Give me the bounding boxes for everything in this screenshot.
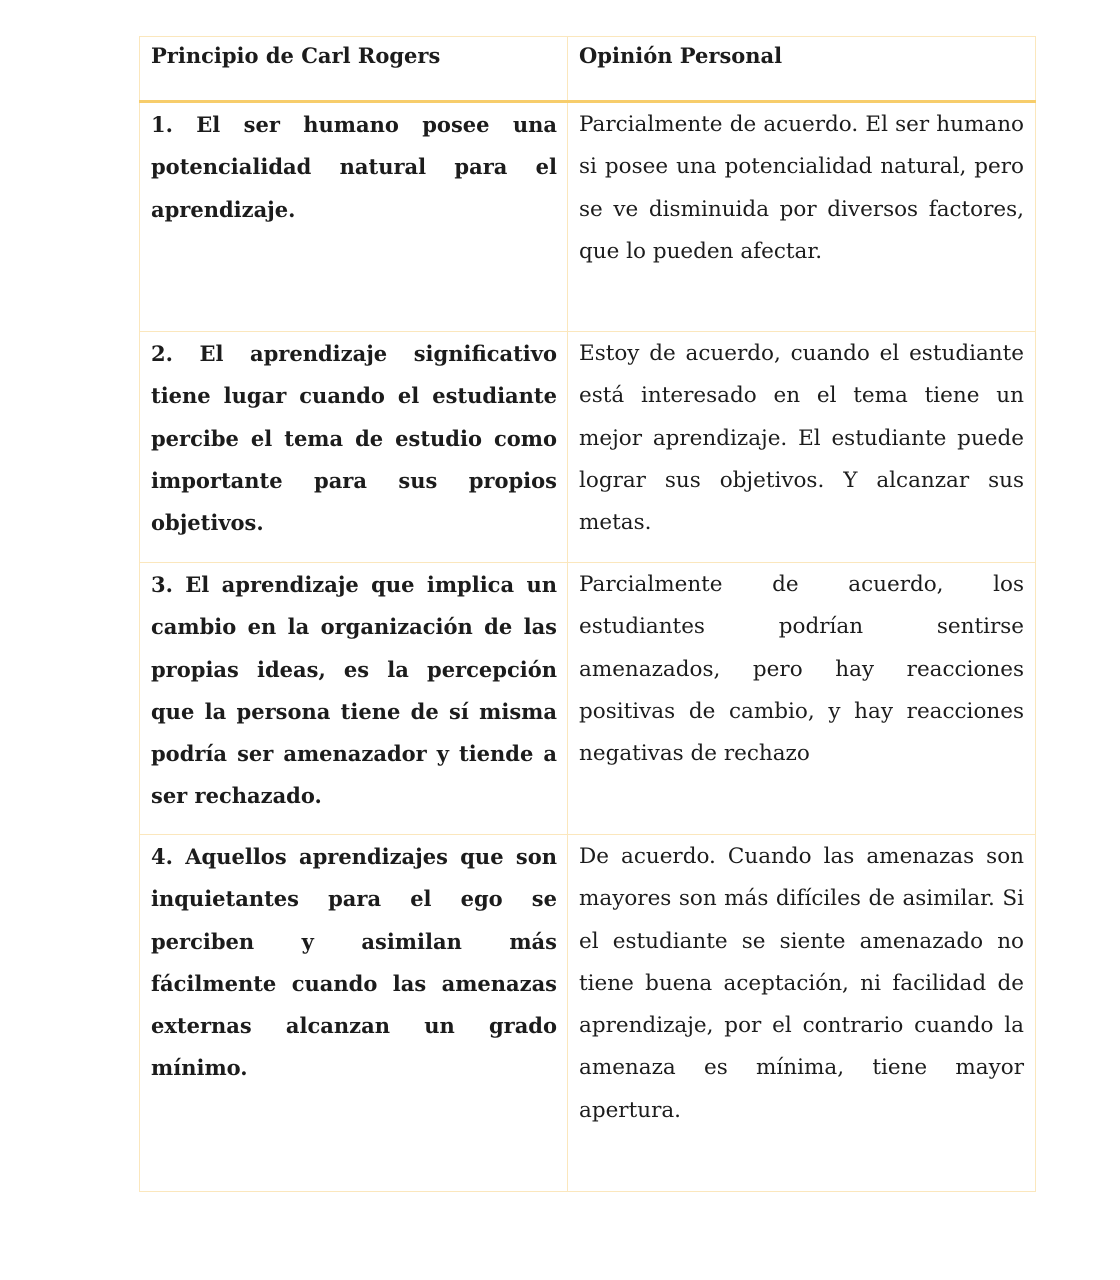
header-opinion: Opinión Personal (568, 37, 1036, 102)
opinion-cell: Parcialmente de acuerdo. El ser humano si posee una potencialidad natural, pero se ve disminuida por diversos factores, que lo pueden afectar. (568, 102, 1036, 332)
table-row (140, 332, 1036, 563)
opinion-cell: Estoy de acuerdo, cuando el estudiante está interesado en el tema tiene un mejor aprendizaje. El estudiante puede lograr sus objetivos. Y alcanzar sus metas. (568, 332, 1036, 563)
opinion-cell: Parcialmente de acuerdo, los estudiantes podrían sentirse amenazados, pero hay reacciones positivas de cambio, y hay reacciones negativas de rechazo (568, 563, 1036, 835)
table-header-row (140, 37, 1036, 102)
opinion-cell: De acuerdo. Cuando las amenazas son mayores son más difíciles de asimilar. Si el estudiante se siente amenazado no tiene buena aceptación, ni facilidad de aprendizaje, por el contrario cuando la amenaza es mínima, tiene mayor apertura. (568, 835, 1036, 1192)
principle-cell: 4. Aquellos aprendizajes que son inquietantes para el ego se perciben y asimilan más fácilmente cuando las amenazas externas alcanzan un grado mínimo. (140, 835, 568, 1192)
principle-cell: 2. El aprendizaje significativo tiene lugar cuando el estudiante percibe el tema de estudio como importante para sus propios objetivos. (140, 332, 568, 563)
table-row (140, 563, 1036, 835)
principle-cell: 3. El aprendizaje que implica un cambio en la organización de las propias ideas, es la percepción que la persona tiene de sí misma podría ser amenazador y tiende a ser rechazado. (140, 563, 568, 835)
principle-cell: 1. El ser humano posee una potencialidad natural para el aprendizaje. (140, 102, 568, 332)
table-row (140, 835, 1036, 1192)
rogers-principles-table (139, 36, 1036, 1192)
table-row (140, 102, 1036, 332)
header-principle: Principio de Carl Rogers (140, 37, 568, 102)
